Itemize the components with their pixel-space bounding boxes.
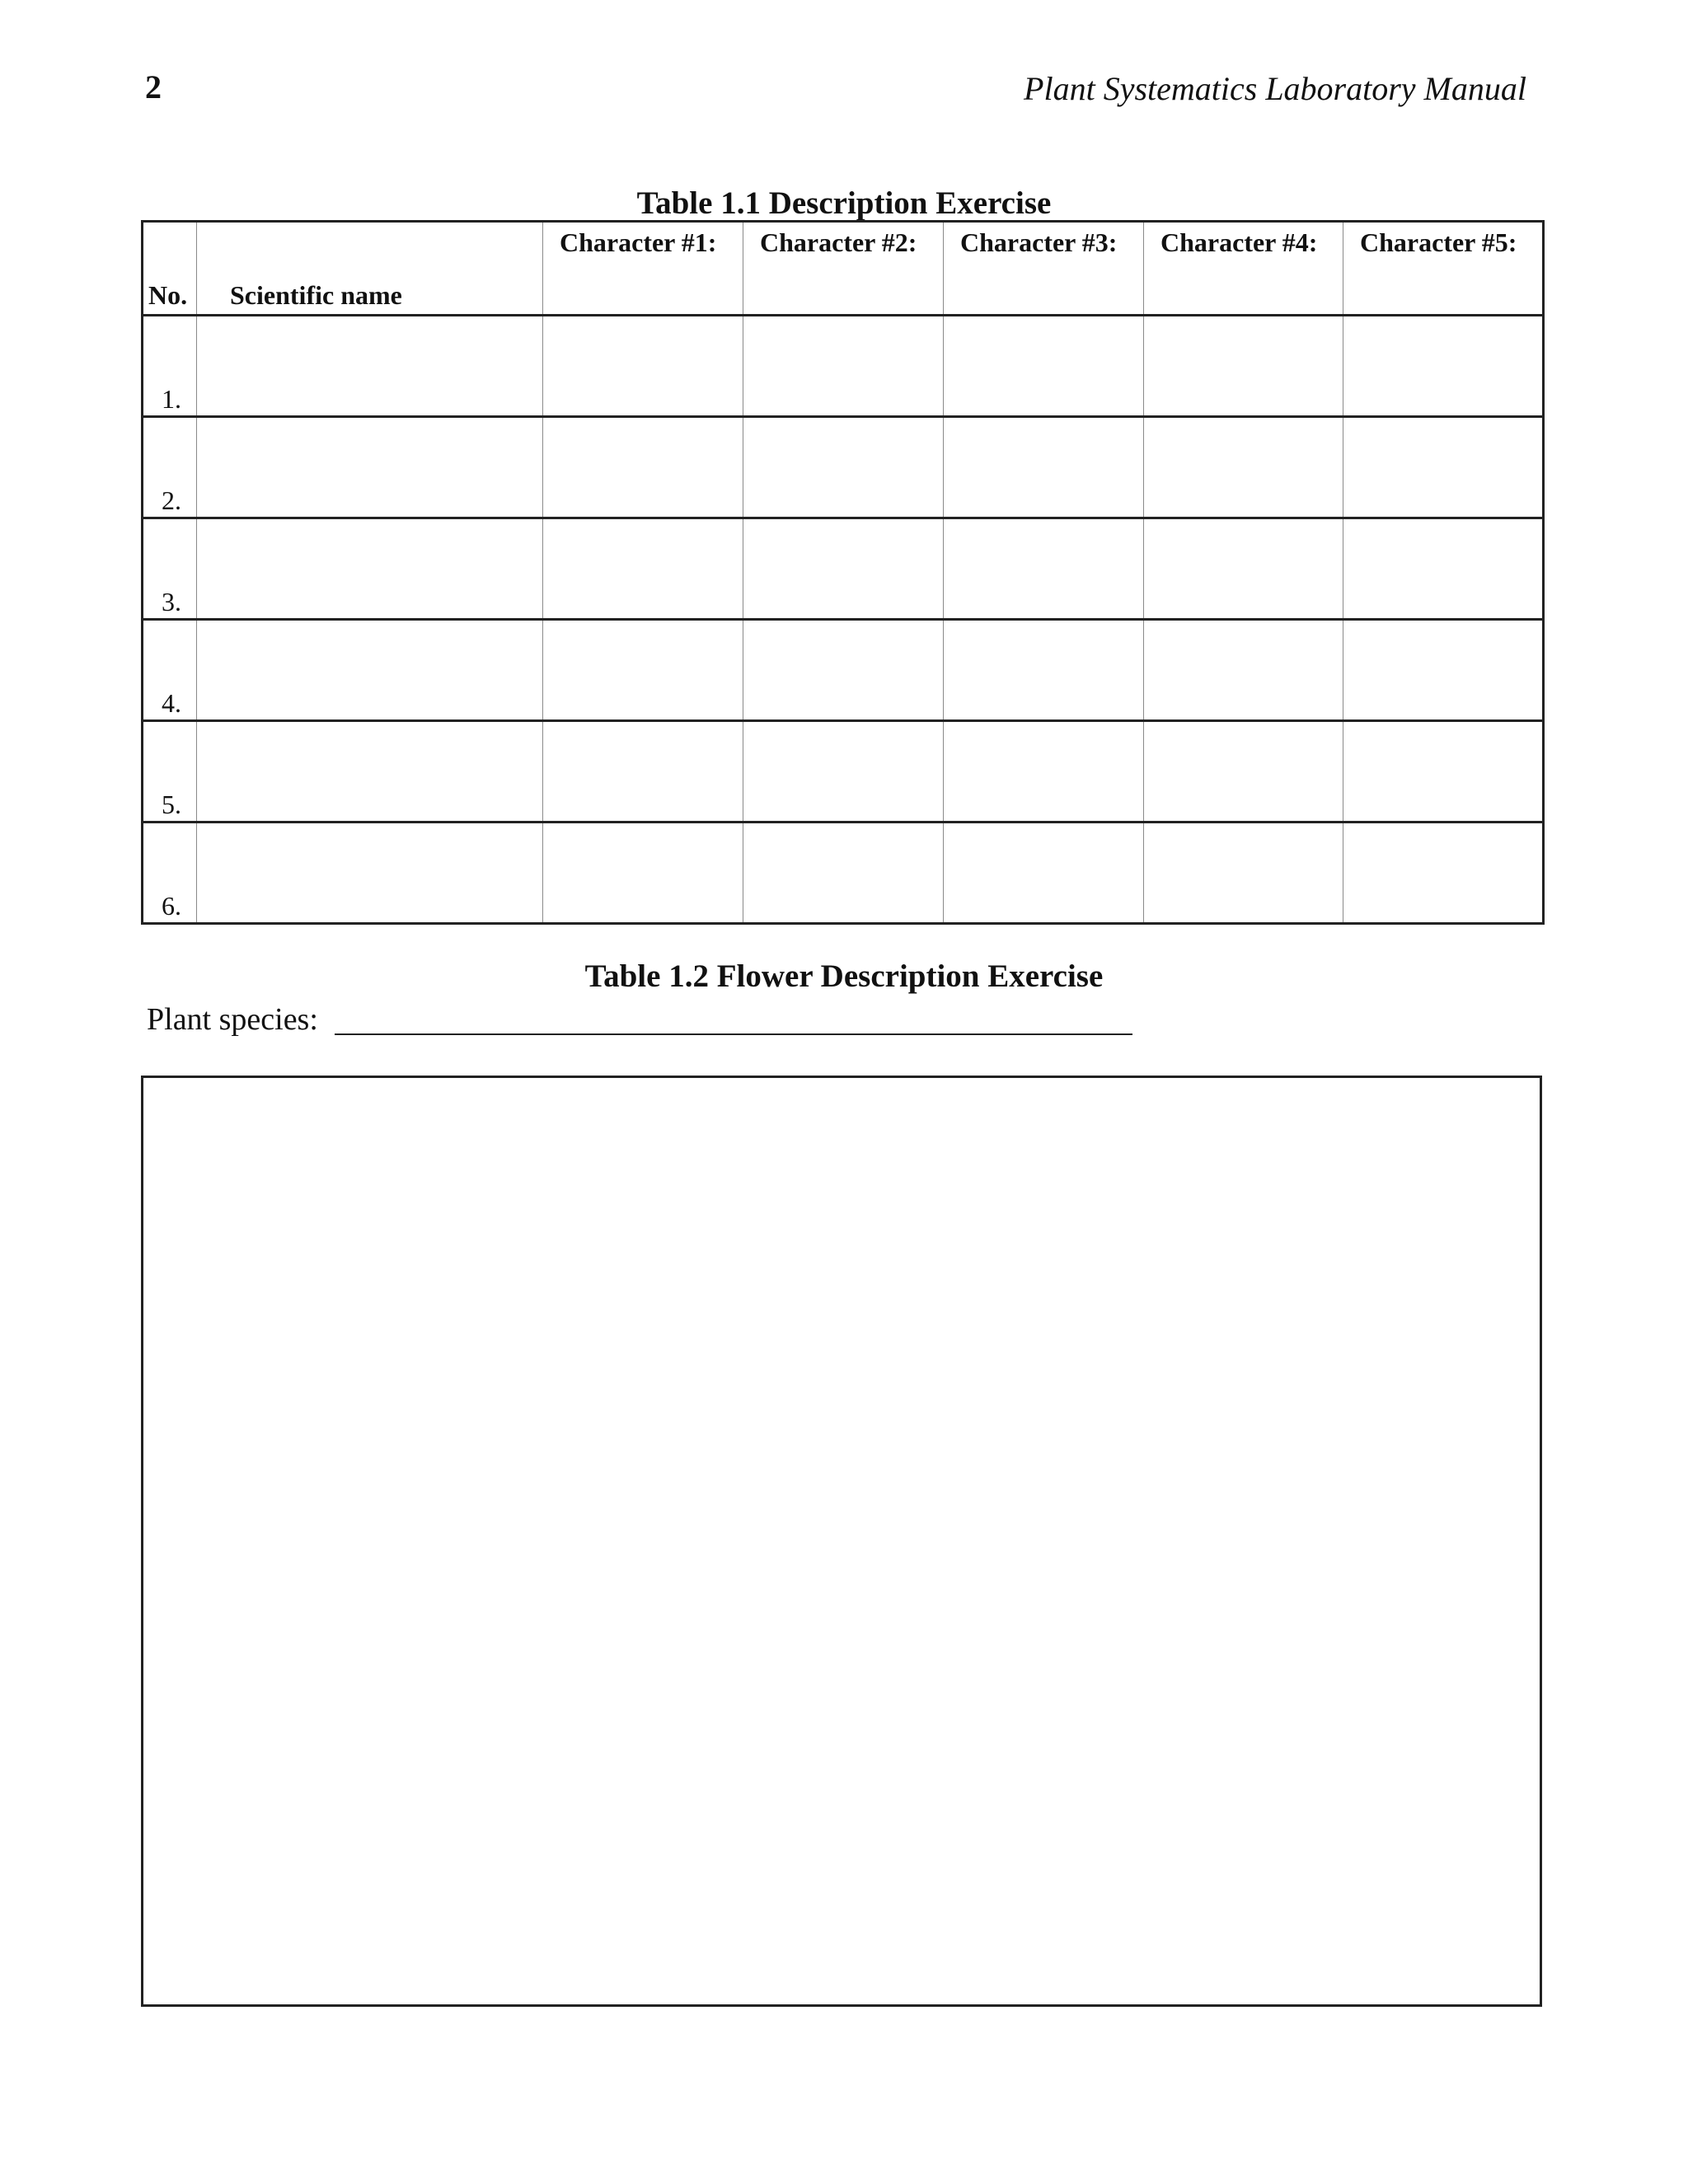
row-number-cell (143, 518, 197, 620)
character-5-cell[interactable] (1343, 518, 1544, 620)
character-1-cell[interactable] (543, 823, 743, 924)
header-character-2-cell (743, 222, 944, 316)
description-table (141, 220, 1545, 925)
plant-species-label: Plant species: (147, 1002, 318, 1037)
row-number: 4. (162, 688, 181, 718)
character-1-cell[interactable] (543, 721, 743, 823)
row-number-cell (143, 316, 197, 417)
character-3-cell[interactable] (944, 823, 1144, 924)
character-2-cell[interactable] (743, 518, 944, 620)
header-scientific-name-cell (197, 222, 543, 316)
header-character-4: Character #4: (1160, 227, 1318, 257)
row-number: 1. (162, 384, 181, 414)
character-3-cell[interactable] (944, 417, 1144, 518)
row-number-cell (143, 417, 197, 518)
table-row (143, 316, 1544, 417)
row-number: 5. (162, 790, 181, 819)
plant-species-blank[interactable] (335, 1004, 1132, 1035)
scientific-name-cell[interactable] (197, 417, 543, 518)
header-character-5-cell (1343, 222, 1544, 316)
header-no: No. (148, 280, 188, 310)
scientific-name-cell[interactable] (197, 316, 543, 417)
character-2-cell[interactable] (743, 417, 944, 518)
character-4-cell[interactable] (1144, 316, 1343, 417)
table-row (143, 620, 1544, 721)
page-number: 2 (145, 68, 162, 105)
character-2-cell[interactable] (743, 620, 944, 721)
scientific-name-cell[interactable] (197, 620, 543, 721)
header-character-1-cell (543, 222, 743, 316)
header-scientific-name: Scientific name (230, 280, 402, 310)
character-3-cell[interactable] (944, 316, 1144, 417)
character-1-cell[interactable] (543, 620, 743, 721)
table-1-2-title: Table 1.2 Flower Description Exercise (584, 958, 1104, 994)
character-1-cell[interactable] (543, 316, 743, 417)
character-2-cell[interactable] (743, 316, 944, 417)
scientific-name-cell[interactable] (197, 518, 543, 620)
character-4-cell[interactable] (1144, 620, 1343, 721)
character-2-cell[interactable] (743, 823, 944, 924)
character-2-cell[interactable] (743, 721, 944, 823)
plant-species-line (147, 1004, 1132, 1035)
row-number: 3. (162, 587, 181, 616)
table-row (143, 823, 1544, 924)
row-number-cell (143, 620, 197, 721)
scientific-name-cell[interactable] (197, 823, 543, 924)
character-5-cell[interactable] (1343, 620, 1544, 721)
character-3-cell[interactable] (944, 518, 1144, 620)
character-5-cell[interactable] (1343, 721, 1544, 823)
header-no-cell (143, 222, 197, 316)
header-character-4-cell (1144, 222, 1343, 316)
character-5-cell[interactable] (1343, 823, 1544, 924)
table-row (143, 721, 1544, 823)
character-3-cell[interactable] (944, 721, 1144, 823)
row-number: 6. (162, 891, 181, 921)
table-1-1-title: Table 1.1 Description Exercise (636, 185, 1052, 221)
character-4-cell[interactable] (1144, 823, 1343, 924)
header-character-2: Character #2: (760, 227, 917, 257)
character-1-cell[interactable] (543, 417, 743, 518)
table-row (143, 518, 1544, 620)
character-1-cell[interactable] (543, 518, 743, 620)
character-4-cell[interactable] (1144, 721, 1343, 823)
header-character-3: Character #3: (960, 227, 1118, 257)
row-number-cell (143, 823, 197, 924)
flower-drawing-box[interactable] (141, 1076, 1542, 2007)
header-character-1: Character #1: (560, 227, 717, 257)
row-number-cell (143, 721, 197, 823)
character-4-cell[interactable] (1144, 417, 1343, 518)
character-5-cell[interactable] (1343, 417, 1544, 518)
row-number: 2. (162, 485, 181, 515)
header-character-5: Character #5: (1360, 227, 1517, 257)
header-character-3-cell (944, 222, 1144, 316)
character-3-cell[interactable] (944, 620, 1144, 721)
running-header: Plant Systematics Laboratory Manual (1024, 70, 1526, 107)
table-header-row (143, 222, 1544, 316)
scientific-name-cell[interactable] (197, 721, 543, 823)
character-5-cell[interactable] (1343, 316, 1544, 417)
character-4-cell[interactable] (1144, 518, 1343, 620)
table-row (143, 417, 1544, 518)
